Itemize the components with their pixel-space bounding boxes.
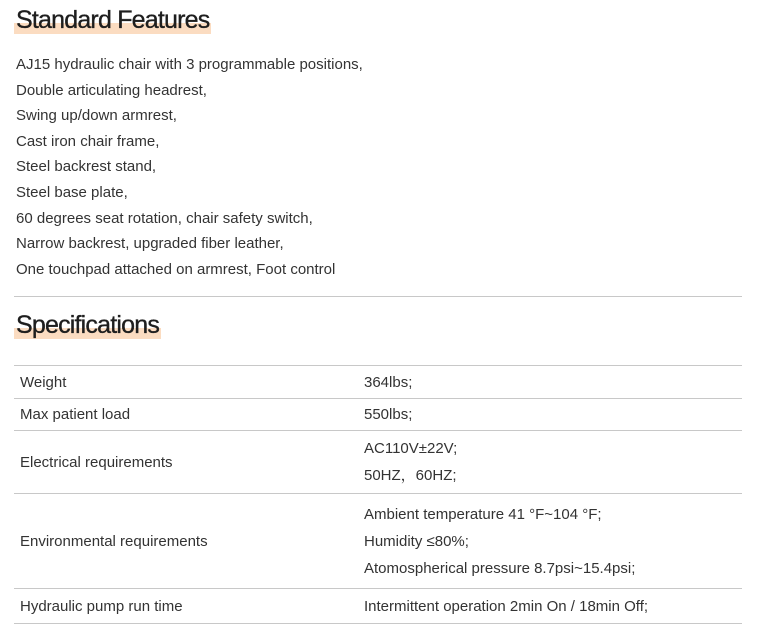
spec-value-line: Ambient temperature 41 °F~104 °F; <box>364 505 602 523</box>
spec-label-hydraulic-pump: Hydraulic pump run time <box>14 589 358 624</box>
feature-item: Double articulating headrest, <box>16 81 207 99</box>
spec-value-line: 50HZ，60HZ; <box>364 467 457 484</box>
feature-item: Swing up/down armrest, <box>16 107 177 125</box>
spec-label-weight: Weight <box>14 366 358 399</box>
spec-value-line: 550lbs; <box>364 406 413 423</box>
standard-features-heading <box>16 5 209 35</box>
spec-value-line: AC110V±22V; <box>364 440 458 457</box>
spec-value-line: Humidity ≤80%; <box>364 532 469 550</box>
table-row <box>14 494 742 589</box>
spec-value-max-patient-load <box>358 399 742 431</box>
specifications-table <box>14 365 742 624</box>
spec-value-line: Intermittent operation 2min On / 18min Off; <box>364 597 649 615</box>
table-row <box>14 589 742 624</box>
feature-item: AJ15 hydraulic chair with 3 programmable positions, <box>16 56 363 73</box>
spec-label-electrical: Electrical requirements <box>14 431 358 494</box>
specifications-heading <box>16 310 159 340</box>
standard-features-list <box>16 52 363 282</box>
feature-item: 60 degrees seat rotation, chair safety switch, <box>16 209 313 227</box>
section-divider <box>14 296 742 297</box>
spec-label-environmental: Environmental requirements <box>14 494 358 589</box>
spec-label-max-patient-load: Max patient load <box>14 399 358 431</box>
spec-value-line: Atomospherical pressure 8.7psi~15.4psi; <box>364 559 636 577</box>
table-row <box>14 399 742 431</box>
spec-value-hydraulic-pump <box>358 589 742 624</box>
feature-item: Steel base plate, <box>16 183 128 201</box>
standard-features-heading-text: Standard Features <box>16 6 210 34</box>
feature-item: One touchpad attached on armrest, Foot control <box>16 260 336 278</box>
feature-item: Steel backrest stand, <box>16 158 157 176</box>
specifications-heading-text: Specifications <box>16 311 160 339</box>
spec-value-line: 364lbs; <box>364 373 413 391</box>
spec-value-weight <box>358 366 742 399</box>
spec-value-electrical <box>358 431 742 494</box>
feature-item: Cast iron chair frame, <box>16 132 160 150</box>
table-row <box>14 431 742 494</box>
feature-item: Narrow backrest, upgraded fiber leather, <box>16 235 284 253</box>
spec-value-environmental <box>358 494 742 589</box>
table-row <box>14 366 742 399</box>
